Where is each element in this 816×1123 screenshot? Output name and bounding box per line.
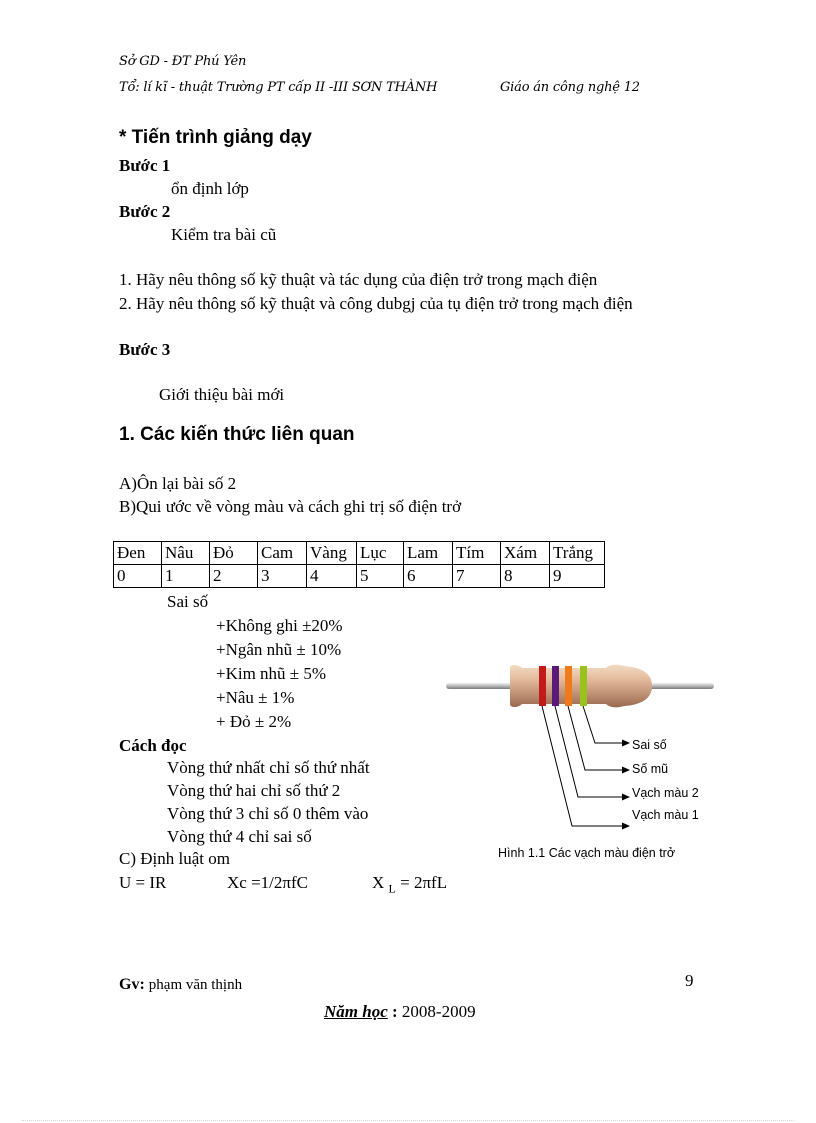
reading-line: Vòng thứ 4 chỉ sai số xyxy=(167,827,312,846)
formula-xl xyxy=(372,873,447,896)
year-value: 2008-2009 xyxy=(401,1002,476,1021)
reading-line: Vòng thứ hai chỉ số thứ 2 xyxy=(167,781,341,800)
table-cell: Đỏ xyxy=(210,542,258,565)
teacher-name: phạm văn thịnh xyxy=(148,977,243,993)
table-row-values xyxy=(114,565,605,588)
table-cell: 2 xyxy=(210,565,258,588)
reading-label: Cách đọc xyxy=(119,736,187,755)
table-cell: Đen xyxy=(114,542,162,565)
year-label: Năm học xyxy=(324,1002,388,1021)
table-cell: 1 xyxy=(162,565,210,588)
formula-xl-prefix: X xyxy=(372,873,385,892)
page-edge-divider xyxy=(22,1120,794,1121)
year-sep: : xyxy=(387,1002,402,1021)
formula-xl-rest: = 2πfL xyxy=(395,873,448,892)
question-1: 1. Hãy nêu thông số kỹ thuật và tác dụng của điện trở trong mạch điện xyxy=(119,270,598,289)
school-year xyxy=(324,1002,476,1022)
table-row-colors xyxy=(114,542,605,565)
table-cell: 8 xyxy=(501,565,550,588)
figure-label-band-1: Vạch màu 1 xyxy=(632,808,699,822)
table-cell: Lam xyxy=(404,542,453,565)
table-cell: Nâu xyxy=(162,542,210,565)
table-cell: Trắng xyxy=(550,542,605,565)
tolerance-label: Sai số xyxy=(167,592,209,611)
table-cell: Xám xyxy=(501,542,550,565)
arrow-heads xyxy=(622,740,630,830)
formula-u: U = IR xyxy=(119,873,167,892)
table-cell: Cam xyxy=(258,542,307,565)
figure-label-multiplier: Số mũ xyxy=(632,762,669,776)
pointer-lines xyxy=(542,706,625,826)
formula-xc: Xc =1/2πfC xyxy=(227,873,308,892)
step2-label: Bước 2 xyxy=(119,202,171,221)
color-band-2 xyxy=(552,666,559,706)
reading-line: Vòng thứ nhất chỉ số thứ nhất xyxy=(167,758,370,777)
section-title-knowledge: 1. Các kiến thức liên quan xyxy=(119,424,355,445)
table-cell: 7 xyxy=(453,565,501,588)
step1-text: ổn định lớp xyxy=(171,179,249,198)
teacher-line xyxy=(119,976,242,994)
header-department: Sở GD - ĐT Phú Yên xyxy=(119,54,247,69)
section-title-teaching: * Tiến trình giảng dạy xyxy=(119,127,312,148)
table-cell: Vàng xyxy=(307,542,357,565)
item-b: B)Qui ước về vòng màu và cách ghi trị số điện trở xyxy=(119,497,462,516)
teacher-label: Gv: xyxy=(119,976,145,993)
header-school: Tổ: lí kĩ - thuật Trường PT cấp II -III SƠN THÀNH xyxy=(119,80,438,95)
ohm-law-label: C) Định luật om xyxy=(119,849,230,868)
step2-text: Kiểm tra bài cũ xyxy=(171,225,277,244)
table-cell: 9 xyxy=(550,565,605,588)
figure-label-band-2: Vạch màu 2 xyxy=(632,786,699,800)
tolerance-item: +Ngân nhũ ± 10% xyxy=(216,640,342,659)
step3-label: Bước 3 xyxy=(119,340,171,359)
header-subject: Giáo án công nghệ 12 xyxy=(500,80,640,95)
table-cell: Tím xyxy=(453,542,501,565)
table-cell: Lục xyxy=(357,542,404,565)
table-cell: 5 xyxy=(357,565,404,588)
color-code-table xyxy=(113,541,605,588)
figure-label-tolerance: Sai số xyxy=(632,738,667,752)
tolerance-item: + Đỏ ± 2% xyxy=(216,712,292,731)
item-a: A)Ôn lại bài số 2 xyxy=(119,474,237,493)
table-cell: 4 xyxy=(307,565,357,588)
table-cell: 0 xyxy=(114,565,162,588)
step1-label: Bước 1 xyxy=(119,156,171,175)
step3-text: Giới thiệu bài mới xyxy=(159,385,285,404)
formula-xl-sub: L xyxy=(388,881,396,896)
question-2: 2. Hãy nêu thông số kỹ thuật và công dubgj của tụ điện trở trong mạch điện xyxy=(119,294,633,313)
tolerance-item: +Không ghi ±20% xyxy=(216,616,343,635)
table-cell: 6 xyxy=(404,565,453,588)
color-band-1 xyxy=(539,666,546,706)
color-band-4 xyxy=(580,666,587,706)
tolerance-item: +Kim nhũ ± 5% xyxy=(216,664,327,683)
reading-line: Vòng thứ 3 chỉ số 0 thêm vào xyxy=(167,804,369,823)
page-number: 9 xyxy=(685,971,694,990)
color-band-3 xyxy=(565,666,572,706)
figure-caption: Hình 1.1 Các vạch màu điện trở xyxy=(498,846,676,860)
tolerance-item: +Nâu ± 1% xyxy=(216,688,295,707)
table-cell: 3 xyxy=(258,565,307,588)
